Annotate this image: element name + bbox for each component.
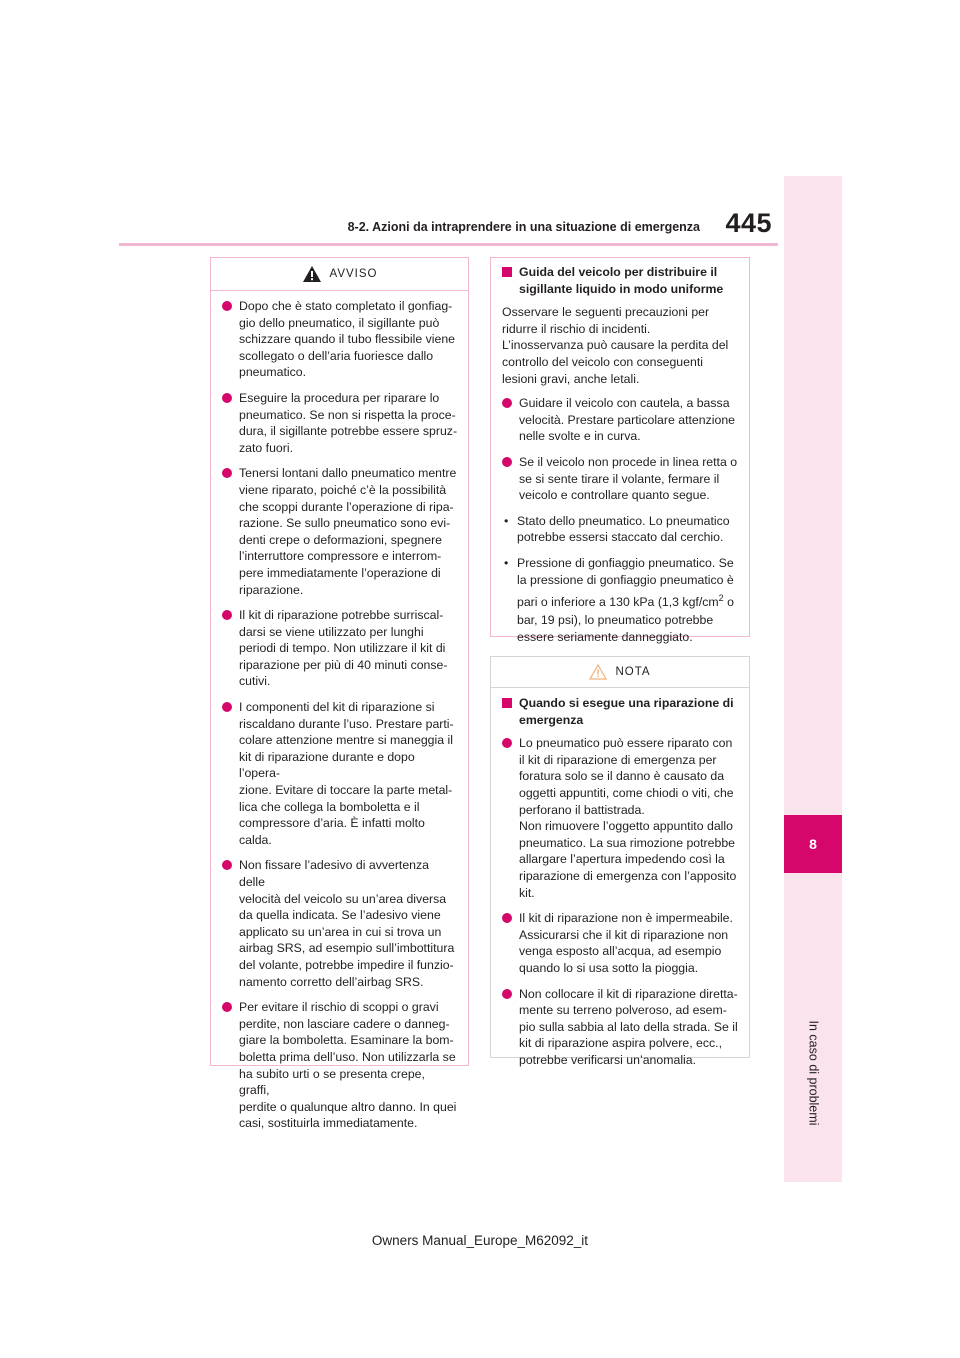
bullet-dot-icon	[222, 393, 232, 403]
note-title: NOTA	[615, 666, 651, 678]
bullet-dot-icon	[222, 610, 232, 620]
chapter-label: In caso di problemi	[806, 1020, 821, 1126]
square-bullet-icon	[502, 267, 512, 277]
note-box	[490, 656, 750, 1067]
warning-item: Il kit di riparazione potrebbe surriscal- darsi se viene utilizzato per lunghi periodi di tempo. Non utilizzare il kit di riparazione per più di 40 minuti conse- cutivi.	[222, 607, 458, 690]
header-rule	[119, 243, 778, 246]
chapter-number: 8	[809, 836, 817, 852]
warning-item: Tenersi lontani dallo pneumatico mentre viene riparato, poiché c’è la possibilità che scoppi durante l’operazione di ripa- razione. Se sullo pneumatico sono evi- denti crepe o deformazioni, spegnere l’interruttore compressore e interrom- pere immediatamente l’operazione di riparazione.	[222, 465, 458, 598]
warning-box	[210, 257, 469, 1131]
sub-bullet-marker: •	[504, 513, 509, 528]
note-content	[491, 688, 749, 1085]
bullet-dot-icon	[222, 702, 232, 712]
bullet-dot-icon	[502, 913, 512, 923]
chapter-tab	[784, 815, 842, 873]
driving-sub-item: • Pressione di gonfiaggio pneumatico. Se la pressione di gonfiaggio pneumatico è pari o inferiore a 130 kPa (1,3 kgf/$cm^2$ o bar, 19 psi), lo pneumatico potrebbe essere seriamente danneggiato.	[504, 555, 734, 644]
footer-text: Owners Manual_Europe_M62092_it	[371, 1233, 589, 1248]
bullet-dot-icon	[222, 860, 232, 870]
bullet-dot-icon	[502, 989, 512, 999]
warning-item: Per evitare il rischio di scoppi o gravi perdite, non lasciare cadere o danneg- giare la bomboletta. Esaminare la bom- boletta prima dell’uso. Non utilizzarla se ha subito urti o se presenta crepe, graffi, perdite o qualunque altro danno. In quei casi, sostituirla immediatamente.	[222, 999, 458, 1132]
driving-intro: Osservare le seguenti precauzioni per ridurre il rischio di incidenti. L’inosservanza può causare la perdita del controllo del veicolo con conseguenti lesioni gravi, anche letali.	[502, 305, 729, 386]
note-item: Il kit di riparazione non è impermeabile. Assicurarsi che il kit di riparazione non venga esposto all’acqua, ad esempio quando lo si usa sotto la pioggia.	[502, 910, 739, 976]
note-header	[491, 657, 749, 688]
bullet-dot-icon	[502, 738, 512, 748]
driving-sub-item: • Stato dello pneumatico. Lo pneumatico potrebbe essersi staccato dal cerchio.	[504, 513, 730, 545]
bullet-dot-icon	[222, 1002, 232, 1012]
driving-items	[502, 395, 739, 504]
bullet-dot-icon	[222, 301, 232, 311]
driving-heading: Guida del veicolo per distribuire il sigillante liquido in modo uniforme	[502, 264, 739, 297]
page-number: 445	[725, 208, 772, 238]
warning-item: Non fissare l’adesivo di avvertenza delle velocità del veicolo su un’area diversa da quella indicata. Se l’adesivo viene applicato su un’area in cui si trova un airbag SRS, ad esempio sull’imbottitura del volante, potrebbe impedire il funzio- namento corretto dell’airbag SRS.	[222, 857, 458, 990]
note-heading: Quando si esegue una riparazione di emergenza	[502, 695, 739, 728]
section-title: 8-2. Azioni da intraprendere in una situazione di emergenza	[347, 220, 700, 234]
driving-box	[490, 257, 750, 644]
warning-item: I componenti del kit di riparazione si riscaldano durante l’uso. Prestare parti- colare attenzione mentre si maneggia il kit di riparazione durante e dopo l’opera- zione. Evitare di toccare la parte metal- lica che collega la bomboletta e il compressore d’aria. È infatti molto calda.	[222, 699, 458, 848]
warning-header	[211, 258, 468, 291]
driving-item: Guidare il veicolo con cautela, a bassa velocità. Prestare particolare attenzione nelle svolte e in curva.	[502, 395, 739, 445]
bullet-dot-icon	[502, 457, 512, 467]
note-item: Non collocare il kit di riparazione diretta- mente su terreno polveroso, ad esem- pio sulla sabbia al lato della strada. Se il kit di riparazione aspira polvere, ecc., potrebbe verificarsi un’anomalia.	[502, 986, 739, 1069]
note-item: Lo pneumatico può essere riparato con il kit di riparazione di emergenza per foratura solo se il danno è causato da oggetti appuntiti, come chiodi o viti, che perforano il battistrada. Non rimuovere l’oggetto appuntito dallo pneumatico. La sua rimozione potrebbe allargare l’apertura impedendo così la riparazione di emergenza con l’apposito kit.	[502, 735, 739, 901]
warning-content	[211, 291, 468, 1149]
note-items	[502, 735, 739, 1068]
warning-triangle-icon	[302, 265, 322, 283]
driving-item: Se il veicolo non procede in linea retta o se si sente tirare il volante, fermare il veicolo e controllare quanto segue.	[502, 454, 739, 504]
driving-content	[491, 258, 749, 662]
warning-title: AVVISO	[329, 268, 378, 280]
warning-item: Dopo che è stato completato il gonfiag- gio dello pneumatico, il sigillante può schizzare quando il tubo flessibile viene scollegato o dell’aria fuoriesce dallo pneumatico.	[222, 298, 458, 381]
bullet-dot-icon	[222, 468, 232, 478]
square-bullet-icon	[502, 698, 512, 708]
bullet-dot-icon	[502, 398, 512, 408]
warning-item: Eseguire la procedura per riparare lo pneumatico. Se non si rispetta la proce- dura, il sigillante potrebbe essere spruz- zato fuori.	[222, 390, 458, 456]
caution-outline-icon	[589, 664, 607, 680]
sub-bullet-marker: •	[504, 555, 509, 570]
